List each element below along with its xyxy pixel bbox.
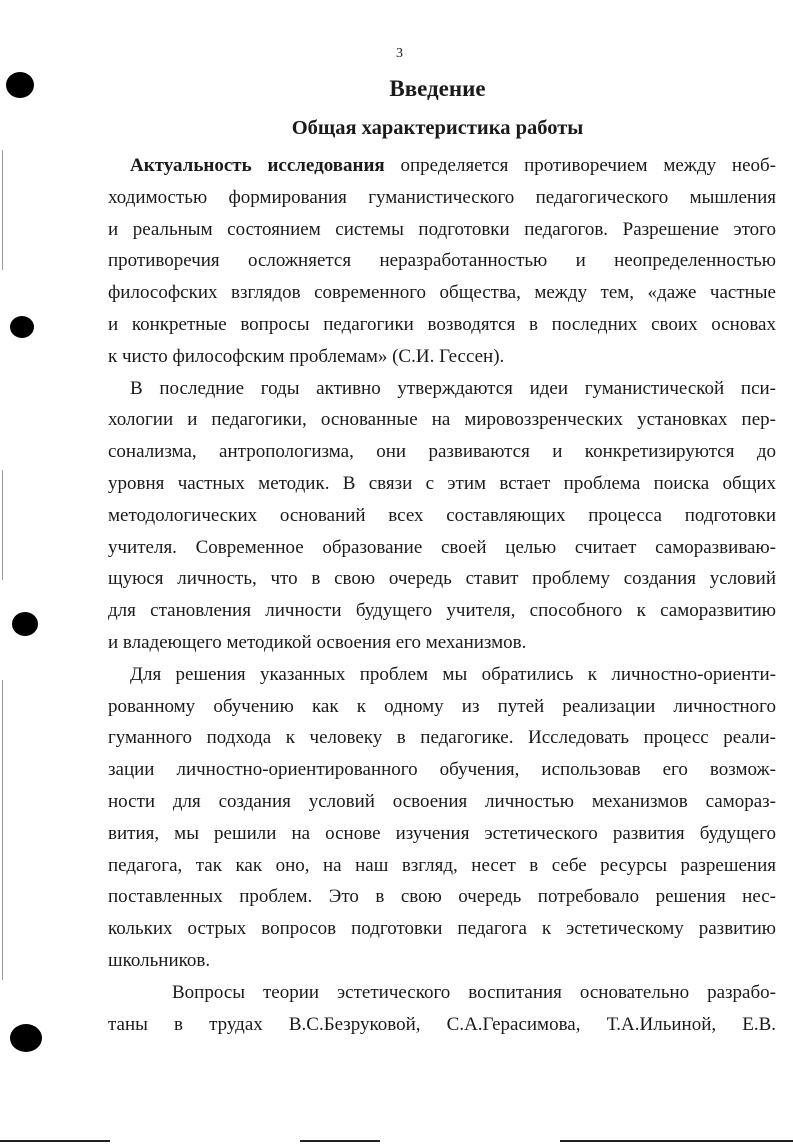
bold-lead-phrase: Актуальность исследования bbox=[130, 155, 385, 176]
punch-hole-mark bbox=[10, 1024, 42, 1052]
text-line bbox=[108, 913, 776, 945]
line-text: гуманного подхода к человеку в педагогике. Исследовать процесс реали- bbox=[108, 727, 776, 749]
text-line bbox=[108, 881, 776, 913]
line-text: щуюся личность, что в свою очередь ставит проблему создания условий bbox=[108, 568, 776, 590]
text-line bbox=[108, 532, 776, 564]
line-text: противоречия осложняется неразработанностью и неопределенностью bbox=[108, 250, 776, 272]
text-line bbox=[108, 659, 776, 691]
scan-edge bbox=[2, 680, 3, 980]
text-line bbox=[108, 182, 776, 214]
punch-hole-mark bbox=[6, 72, 34, 98]
text-line bbox=[108, 436, 776, 468]
line-text: определяется противоречием между необ- bbox=[384, 155, 776, 176]
text-line bbox=[108, 563, 776, 595]
line-text: и реальным состоянием системы подготовки педагогов. Разрешение этого bbox=[108, 218, 776, 240]
page-number: 3 bbox=[396, 46, 403, 61]
line-text: для становления личности будущего учителя, способного к саморазвитию bbox=[108, 600, 776, 622]
punch-hole-mark bbox=[10, 316, 34, 338]
line-text: хологии и педагогики, основанные на мировоззренческих установках пер- bbox=[108, 409, 776, 431]
scan-edge bbox=[2, 470, 3, 580]
scan-edge bbox=[300, 1140, 380, 1142]
document-body bbox=[108, 150, 776, 1040]
text-line bbox=[108, 468, 776, 500]
text-line bbox=[108, 595, 776, 627]
line-text: к чисто философским проблемам» (С.И. Гессен). bbox=[108, 345, 505, 367]
text-line bbox=[108, 277, 776, 309]
line-text: ходимостью формирования гуманистического педагогического мышления bbox=[108, 186, 776, 208]
text-line bbox=[108, 945, 776, 977]
page-title: Введение bbox=[389, 76, 486, 101]
text-line bbox=[108, 309, 776, 341]
line-text: таны в трудах В.С.Безруковой, С.А.Герасимова, Т.А.Ильиной, Е.В. bbox=[108, 1013, 776, 1035]
line-text: Вопросы теории эстетического воспитания основательно разрабо- bbox=[172, 981, 776, 1003]
text-line bbox=[108, 341, 776, 373]
line-text: и владеющего методикой освоения его механизмов. bbox=[108, 631, 527, 653]
section-heading: Общая характеристика работы bbox=[291, 117, 584, 139]
line-text: В последние годы активно утверждаются идеи гуманистической пси- bbox=[130, 377, 776, 399]
line-text: и конкретные вопросы педагогики возводятся в последних своих основах bbox=[108, 313, 776, 335]
scan-edge bbox=[560, 1140, 793, 1142]
line-text: зации личностно-ориентированного обучения, использовав его возмож- bbox=[108, 759, 776, 781]
line-text: рованному обучению как к одному из путей реализации личностного bbox=[108, 695, 776, 717]
text-line bbox=[108, 373, 776, 405]
text-line bbox=[108, 214, 776, 246]
line-text: методологических оснований всех составляющих процесса подготовки bbox=[108, 504, 776, 526]
line-text: школьников. bbox=[108, 949, 211, 971]
scan-edge bbox=[0, 1140, 110, 1142]
text-line bbox=[108, 850, 776, 882]
text-line bbox=[108, 754, 776, 786]
text-line bbox=[108, 500, 776, 532]
text-line bbox=[108, 150, 776, 182]
punch-hole-mark bbox=[12, 612, 38, 636]
line-text: Для решения указанных проблем мы обратились к личностно-ориенти- bbox=[130, 663, 776, 685]
text-line bbox=[108, 818, 776, 850]
text-line bbox=[108, 977, 776, 1009]
text-line bbox=[108, 404, 776, 436]
line-text: кольких острых вопросов подготовки педагога к эстетическому развитию bbox=[108, 918, 776, 940]
line-text: учителя. Современное образование своей целью считает саморазвиваю- bbox=[108, 536, 776, 558]
line-text: ности для создания условий освоения личностью механизмов самораз- bbox=[108, 790, 776, 812]
line-text: уровня частных методик. В связи с этим встает проблема поиска общих bbox=[108, 472, 776, 494]
line-text: педагога, так как оно, на наш взгляд, несет в себе ресурсы разрешения bbox=[108, 854, 776, 876]
text-line bbox=[108, 627, 776, 659]
line-text: вития, мы решили на основе изучения эстетического развития будущего bbox=[108, 822, 776, 844]
scan-edge bbox=[2, 150, 3, 270]
line-text: поставленных проблем. Это в свою очередь потребовало решения нес- bbox=[108, 886, 776, 908]
text-line bbox=[108, 722, 776, 754]
text-line bbox=[108, 1009, 776, 1041]
text-line bbox=[108, 786, 776, 818]
line-text: сонализма, антропологизма, они развиваются и конкретизируются до bbox=[108, 441, 776, 463]
text-line bbox=[108, 245, 776, 277]
line-text: философских взглядов современного общества, между тем, «даже частные bbox=[108, 282, 776, 304]
text-line bbox=[108, 691, 776, 723]
